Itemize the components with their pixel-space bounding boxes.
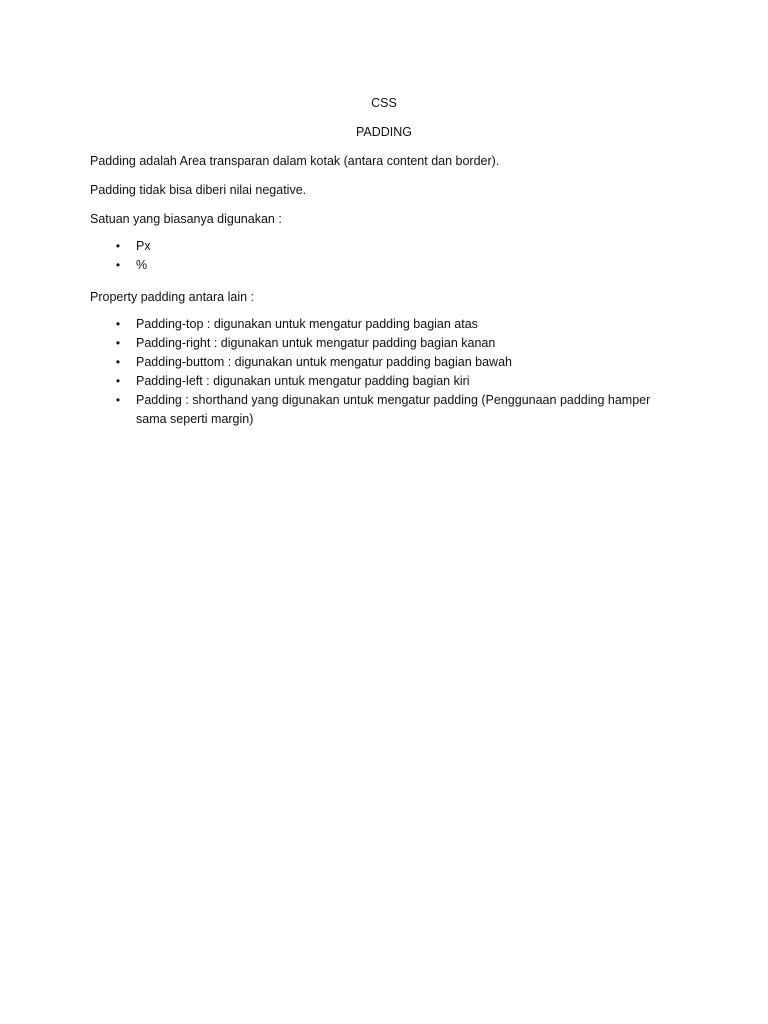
list-item [0, 353, 696, 372]
property-text: Padding : shorthand yang digunakan untuk mengatur padding (Penggunaan padding hamper sama seperti margin) [136, 393, 651, 426]
bullet-icon: • [115, 355, 121, 369]
bullet-icon: • [115, 393, 121, 407]
property-text: Padding-right : digunakan untuk mengatur padding bagian kanan [136, 336, 496, 350]
property-text: Padding-top : digunakan untuk mengatur padding bagian atas [136, 317, 478, 331]
unit-label: % [136, 258, 148, 272]
list-item [0, 237, 696, 256]
definition-paragraph: Padding adalah Area transparan dalam kotak (antara content dan border). [90, 154, 500, 168]
list-item [0, 372, 696, 391]
list-item [0, 256, 696, 275]
bullet-icon: • [115, 374, 121, 388]
list-item [0, 315, 696, 334]
units-intro-paragraph: Satuan yang biasanya digunakan : [90, 212, 282, 226]
bullet-icon: • [115, 336, 121, 350]
no-negative-paragraph: Padding tidak bisa diberi nilai negative. [90, 183, 307, 197]
bullet-icon: • [115, 239, 121, 253]
document-title: CSS [371, 96, 397, 110]
list-item [0, 334, 696, 353]
section-heading: PADDING [355, 125, 413, 139]
bullet-icon: • [115, 317, 121, 331]
units-list [0, 237, 696, 275]
unit-label: Px [136, 239, 151, 253]
props-intro-paragraph: Property padding antara lain : [90, 290, 254, 304]
properties-list [0, 315, 696, 429]
list-item [0, 391, 666, 429]
property-text: Padding-buttom : digunakan untuk mengatur padding bagian bawah [136, 355, 512, 369]
bullet-icon: • [115, 258, 121, 272]
property-text: Padding-left : digunakan untuk mengatur padding bagian kiri [136, 374, 470, 388]
